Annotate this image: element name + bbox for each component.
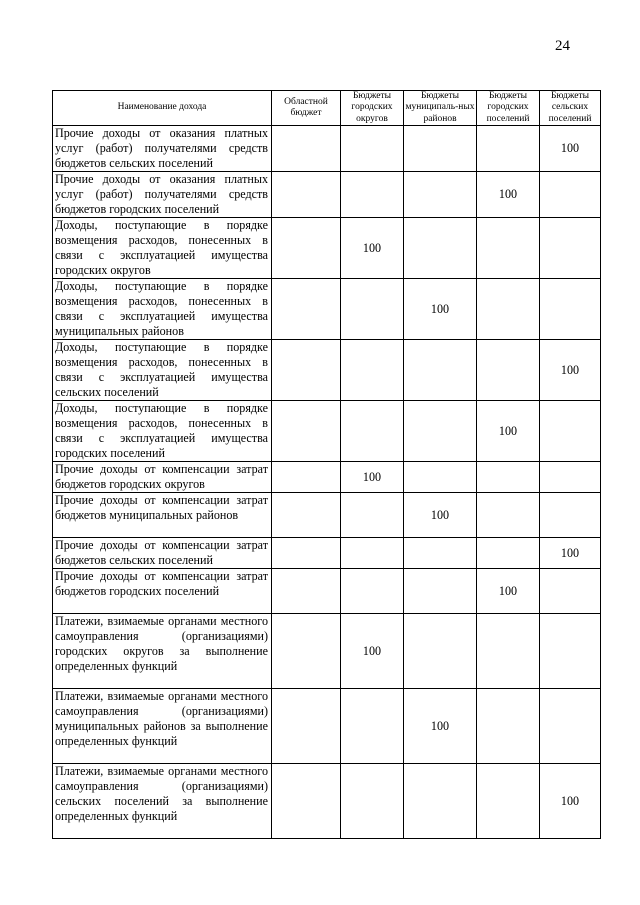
value-cell-urban-settlements: 100 — [477, 172, 540, 218]
value-cell-urban-settlements — [477, 462, 540, 493]
revenue-name-cell: Платежи, взимаемые органами местного самоуправления (организациями) сельских поселений за выполнение определенных функций — [53, 764, 272, 839]
value-cell-regional-budget — [272, 569, 341, 614]
value-cell-municipal-districts — [404, 172, 477, 218]
value-cell-rural-settlements: 100 — [540, 340, 601, 401]
value-cell-city-districts — [341, 569, 404, 614]
value-cell-urban-settlements — [477, 279, 540, 340]
value-cell-regional-budget — [272, 172, 341, 218]
value-cell-urban-settlements — [477, 764, 540, 839]
value-cell-city-districts: 100 — [341, 462, 404, 493]
revenue-name-cell: Прочие доходы от оказания платных услуг (работ) получателями средств бюджетов городских поселений — [53, 172, 272, 218]
table-row — [53, 764, 601, 839]
value-cell-regional-budget — [272, 493, 341, 538]
value-cell-regional-budget — [272, 462, 341, 493]
value-cell-regional-budget — [272, 279, 341, 340]
value-cell-rural-settlements — [540, 218, 601, 279]
value-cell-city-districts — [341, 401, 404, 462]
table-row — [53, 538, 601, 569]
value-cell-city-districts — [341, 172, 404, 218]
value-cell-urban-settlements — [477, 614, 540, 689]
revenue-name-cell: Прочие доходы от компенсации затрат бюджетов сельских поселений — [53, 538, 272, 569]
table-row — [53, 340, 601, 401]
value-cell-urban-settlements — [477, 689, 540, 764]
table-row — [53, 401, 601, 462]
revenue-name-cell: Прочие доходы от компенсации затрат бюджетов муниципальных районов — [53, 493, 272, 538]
value-cell-rural-settlements — [540, 462, 601, 493]
revenue-name-cell: Доходы, поступающие в порядке возмещения расходов, понесенных в связи с эксплуатацией имущества городских округов — [53, 218, 272, 279]
value-cell-regional-budget — [272, 401, 341, 462]
value-cell-city-districts — [341, 340, 404, 401]
revenue-name-cell: Доходы, поступающие в порядке возмещения расходов, понесенных в связи с эксплуатацией имущества муниципальных районов — [53, 279, 272, 340]
value-cell-municipal-districts — [404, 538, 477, 569]
value-cell-municipal-districts: 100 — [404, 279, 477, 340]
value-cell-regional-budget — [272, 538, 341, 569]
value-cell-municipal-districts — [404, 340, 477, 401]
table-row — [53, 493, 601, 538]
revenue-name-cell: Платежи, взимаемые органами местного самоуправления (организациями) городских округов за выполнение определенных функций — [53, 614, 272, 689]
revenue-name-cell: Платежи, взимаемые органами местного самоуправления (организациями) муниципальных районов за выполнение определенных функций — [53, 689, 272, 764]
value-cell-municipal-districts — [404, 569, 477, 614]
value-cell-regional-budget — [272, 689, 341, 764]
value-cell-municipal-districts — [404, 218, 477, 279]
value-cell-municipal-districts — [404, 401, 477, 462]
value-cell-regional-budget — [272, 614, 341, 689]
value-cell-rural-settlements — [540, 279, 601, 340]
value-cell-city-districts — [341, 279, 404, 340]
value-cell-municipal-districts — [404, 126, 477, 172]
value-cell-urban-settlements — [477, 493, 540, 538]
page-number: 24 — [555, 38, 570, 54]
value-cell-city-districts — [341, 689, 404, 764]
header-city-districts: Бюджеты городских округов — [341, 91, 404, 126]
table-header-row — [53, 91, 601, 126]
value-cell-rural-settlements — [540, 689, 601, 764]
value-cell-municipal-districts — [404, 614, 477, 689]
value-cell-rural-settlements: 100 — [540, 126, 601, 172]
value-cell-municipal-districts: 100 — [404, 689, 477, 764]
value-cell-urban-settlements: 100 — [477, 569, 540, 614]
value-cell-regional-budget — [272, 218, 341, 279]
table-row — [53, 279, 601, 340]
value-cell-rural-settlements — [540, 493, 601, 538]
revenue-name-cell: Прочие доходы от компенсации затрат бюджетов городских округов — [53, 462, 272, 493]
value-cell-rural-settlements — [540, 614, 601, 689]
table-row — [53, 614, 601, 689]
value-cell-rural-settlements — [540, 172, 601, 218]
value-cell-municipal-districts — [404, 462, 477, 493]
value-cell-urban-settlements — [477, 218, 540, 279]
value-cell-urban-settlements — [477, 340, 540, 401]
value-cell-urban-settlements: 100 — [477, 401, 540, 462]
value-cell-rural-settlements — [540, 401, 601, 462]
value-cell-city-districts — [341, 764, 404, 839]
table-row — [53, 218, 601, 279]
header-municipal-districts: Бюджеты муниципаль-ных районов — [404, 91, 477, 126]
header-rural-settlements: Бюджеты сельских поселений — [540, 91, 601, 126]
revenue-distribution-table — [52, 90, 601, 839]
value-cell-rural-settlements: 100 — [540, 538, 601, 569]
revenue-name-cell: Доходы, поступающие в порядке возмещения расходов, понесенных в связи с эксплуатацией имущества сельских поселений — [53, 340, 272, 401]
revenue-name-cell: Доходы, поступающие в порядке возмещения расходов, понесенных в связи с эксплуатацией имущества городских поселений — [53, 401, 272, 462]
value-cell-municipal-districts: 100 — [404, 493, 477, 538]
header-urban-settlements: Бюджеты городских поселений — [477, 91, 540, 126]
value-cell-rural-settlements — [540, 569, 601, 614]
value-cell-regional-budget — [272, 126, 341, 172]
value-cell-city-districts — [341, 493, 404, 538]
value-cell-city-districts: 100 — [341, 614, 404, 689]
value-cell-city-districts: 100 — [341, 218, 404, 279]
header-regional-budget: Областной бюджет — [272, 91, 341, 126]
value-cell-rural-settlements: 100 — [540, 764, 601, 839]
value-cell-municipal-districts — [404, 764, 477, 839]
revenue-name-cell: Прочие доходы от оказания платных услуг (работ) получателями средств бюджетов сельских поселений — [53, 126, 272, 172]
value-cell-regional-budget — [272, 340, 341, 401]
value-cell-urban-settlements — [477, 126, 540, 172]
value-cell-city-districts — [341, 538, 404, 569]
table-row — [53, 172, 601, 218]
revenue-name-cell: Прочие доходы от компенсации затрат бюджетов городских поселений — [53, 569, 272, 614]
header-revenue-name: Наименование дохода — [53, 91, 272, 126]
value-cell-regional-budget — [272, 764, 341, 839]
table-row — [53, 462, 601, 493]
table-row — [53, 689, 601, 764]
value-cell-city-districts — [341, 126, 404, 172]
table-row — [53, 126, 601, 172]
table-row — [53, 569, 601, 614]
value-cell-urban-settlements — [477, 538, 540, 569]
